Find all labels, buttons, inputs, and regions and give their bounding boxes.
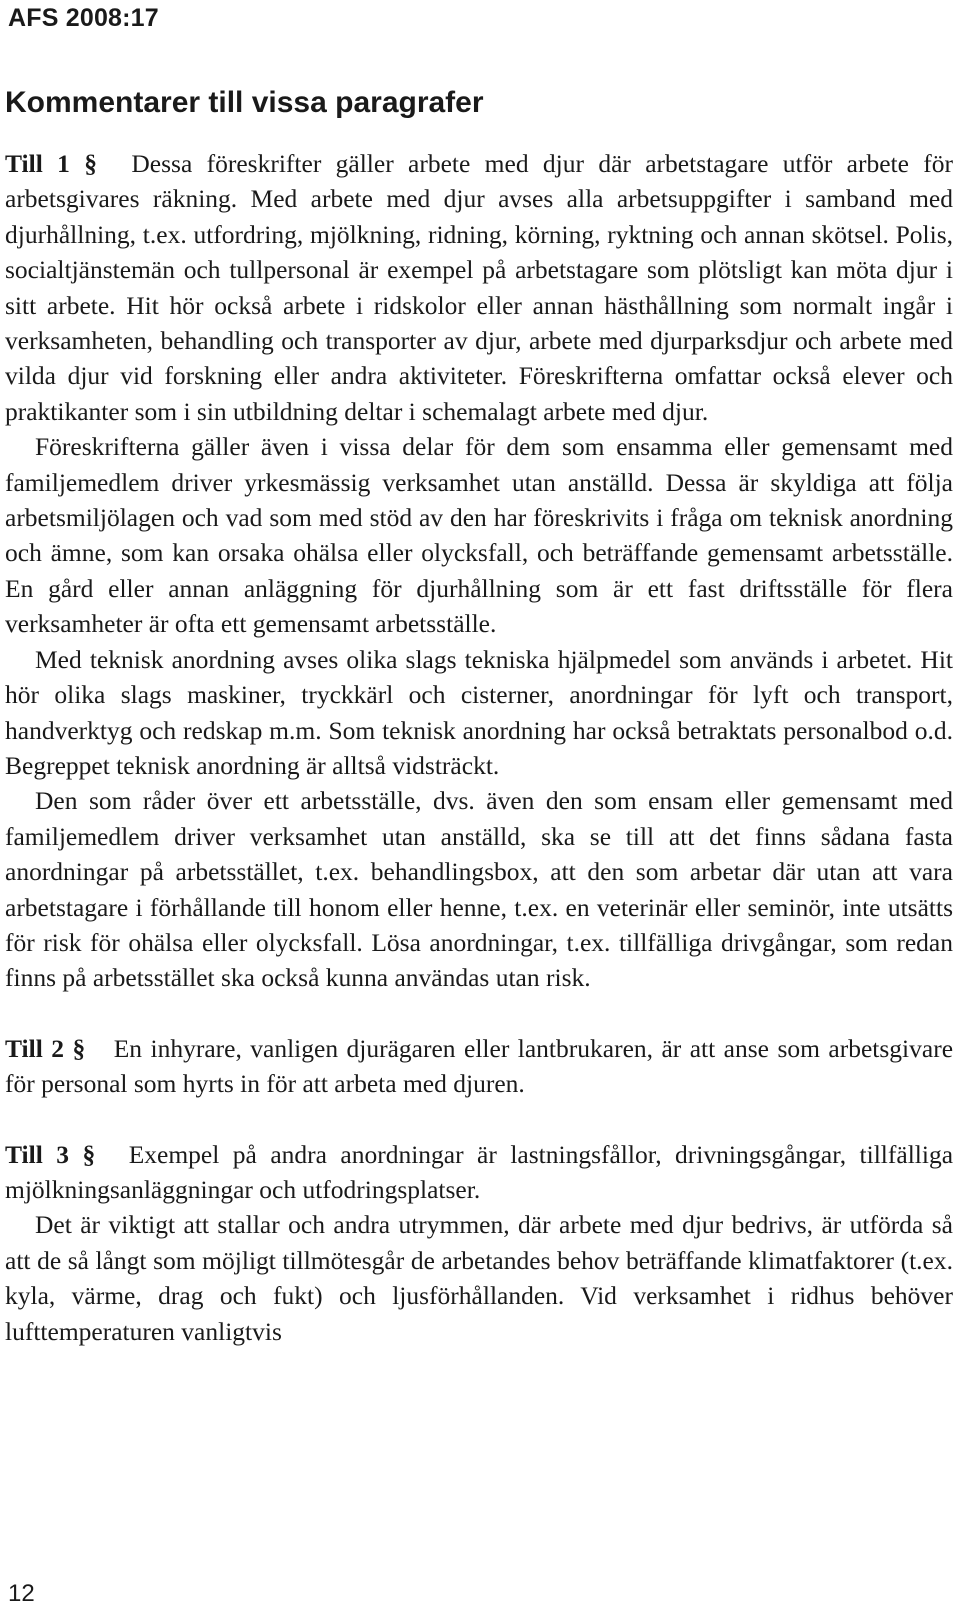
paragraph-label: Till 2 <box>5 1033 65 1063</box>
page-number: 12 <box>8 1580 35 1607</box>
paragraph-label: Till 1 <box>5 149 70 178</box>
paragraph-comment-1 <box>5 146 953 429</box>
paragraph-comment-2 <box>5 1031 953 1102</box>
section-title: Kommentarer till vissa paragrafer <box>5 86 484 119</box>
paragraph-text: Exempel på andra anordningar är lastningsfållor, drivningsgångar, tillfälliga mjölkningsanläggningar och utfodringsplatser. <box>5 1139 954 1204</box>
section-symbol: § <box>82 1139 96 1169</box>
paragraph-text: Dessa föreskrifter gäller arbete med djur där arbetstagare utför arbete för arbetsgivares räkning. Med arbete med djur avses alla arbetsuppgifter i samband med djurhållning, t.ex. utfordring, mjölkning, ridning, körning, ryktning och annan skötsel. Polis, socialtjänstemän och tullpersonal är exempel på arbetstagare som plötsligt kan möta djur i sitt arbete. Hit hör också arbete i ridskolor eller annan hästhållning som normalt ingår i verksamheten, behandling och transporter av djur, arbete med djurparksdjur och arbete med vilda djur vid forskning eller andra aktiviteter. Föreskrifterna omfattar också elever och praktikanter som i sin utbildning deltar i schemalagt arbete med djur. <box>5 149 954 426</box>
body-text <box>5 146 953 1349</box>
paragraph-text: En inhyrare, vanligen djurägaren eller lantbrukaren, är att anse som arbetsgivare för personal som hyrts in för att arbeta med djuren. <box>5 1033 954 1099</box>
paragraph-label: Till 3 <box>5 1139 70 1169</box>
running-header: AFS 2008:17 <box>8 4 159 32</box>
section-symbol: § <box>72 1033 86 1063</box>
paragraph-block: Den som råder över ett arbetsställe, dvs. även den som ensam eller gemensamt med familjemedlem driver verksamhet utan anställd, ska se till att det finns sådana fasta anordningar på arbetsstället, t.ex. behandlingsbox, att den som arbetar där utan att vara arbetstagare i förhållande till honom eller henne, t.ex. en veterinär eller seminör, inte utsätts för risk för ohälsa eller olycksfall. Lösa anordningar, t.ex. tillfälliga drivgångar, som redan finns på arbetsstället ska också kunna användas utan risk. <box>5 786 953 993</box>
paragraph-block: Det är viktigt att stallar och andra utrymmen, där arbete med djur bedrivs, är utförda så att de så långt som möjligt tillmötesgår de arbetandes behov beträffande klimatfaktorer (t.ex. kyla, värme, drag och fukt) och ljusförhållanden. Vid verksamhet i ridhus behöver lufttemperaturen vanligtvis <box>5 1210 953 1346</box>
paragraph-block: Med teknisk anordning avses olika slags tekniska hjälpmedel som används i arbetet. Hit hör olika slags maskiner, tryckkärl och cisterner, anordningar för lyft och transport, handverktyg och redskap m.m. Som teknisk anordning har också betraktats personalbod o.d. Begreppet teknisk anordning är alltså vidsträckt. <box>5 644 953 780</box>
section-symbol: § <box>84 149 98 178</box>
paragraph-comment-3 <box>5 1137 953 1208</box>
paragraph-block: Föreskrifterna gäller även i vissa delar för dem som ensamma eller gemensamt med familjemedlem driver yrkesmässig verksamhet utan anställd. Dessa är skyldiga att följa arbetsmiljölagen och vad som med stöd av den har föreskrivits i fråga om teknisk anordning och ämne, som kan orsaka ohälsa eller olycksfall, och beträffande gemensamt arbetsställe. En gård eller annan anläggning för djurhållning som är ett fast driftsställe för flera verksamheter är ofta ett gemensamt arbetsställe. <box>5 432 953 639</box>
